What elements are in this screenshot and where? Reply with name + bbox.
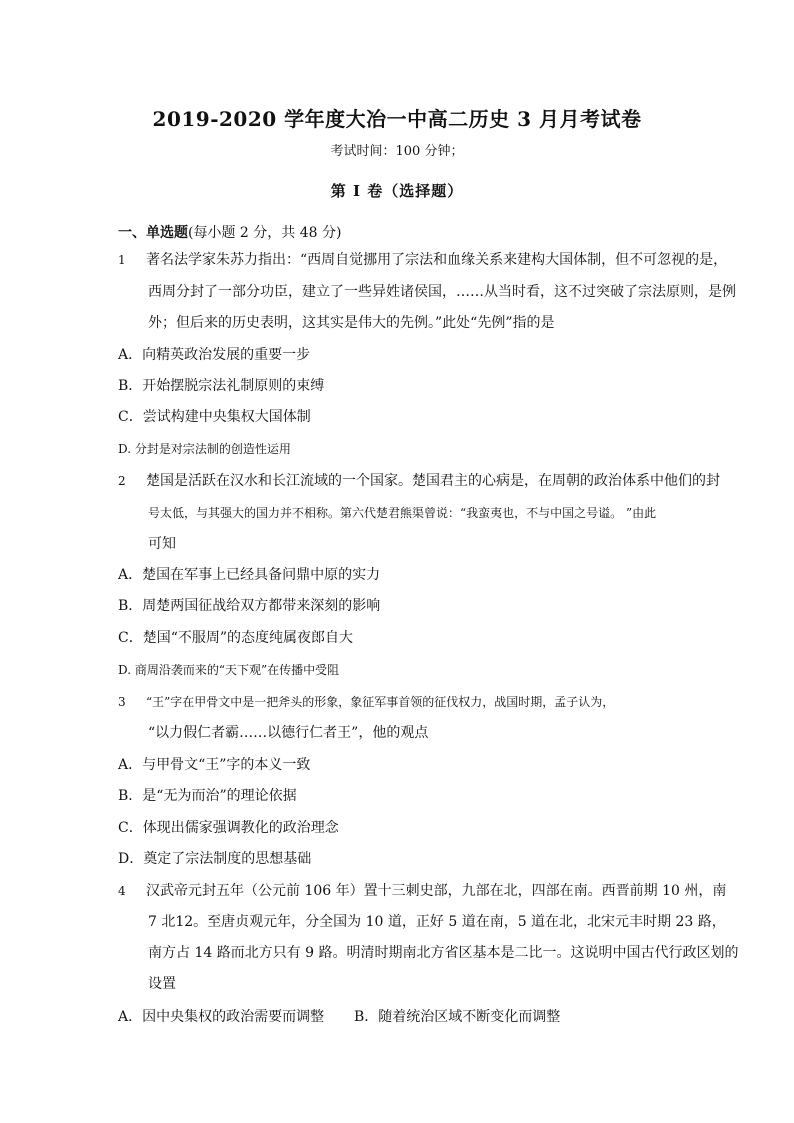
- question-4-line-1: [118, 881, 726, 901]
- question-4-line-2: 7 北12。至唐贞观元年，分全国为 10 道，正好 5 道在南，5 道在北，北宋元丰时期 23 路，: [148, 914, 726, 930]
- question-number: 1: [118, 253, 126, 267]
- question-2-option-c: C．楚国“不服周”的态度纯属夜郎自大: [118, 630, 354, 646]
- question-number: 2: [118, 474, 126, 488]
- volume-heading: 第 I 卷（选择题）: [330, 182, 464, 200]
- section-heading: [118, 222, 341, 242]
- question-1-option-a: A．向精英政治发展的重要一步: [118, 347, 311, 363]
- section-note: (每小题 2 分，共 48 分): [188, 225, 342, 241]
- question-2-line-1: [118, 471, 720, 491]
- question-number: 4: [118, 884, 126, 898]
- question-3-option-a: A．与甲骨文“王”字的本义一致: [118, 757, 311, 773]
- question-3-line-2: “以力假仁者霸……以德行仁者王”，他的观点: [148, 725, 429, 741]
- exam-time: 考试时间：100 分钟；: [330, 144, 464, 159]
- question-3-line-1: [118, 692, 614, 712]
- question-1-option-b: B．开始摆脱宗法礼制原则的束缚: [118, 378, 325, 394]
- question-1-option-c: C．尝试构建中央集权大国体制: [118, 409, 311, 425]
- question-1-line-1: [118, 250, 727, 270]
- question-4-option-a: A．因中央集权的政治需要而调整: [118, 1009, 325, 1025]
- question-2-line-2: 号太低，与其强大的国力并不相称。第六代楚君熊渠曾说：“我蛮夷也，不与中国之号谥。 ”由此: [148, 506, 657, 520]
- section-name: 一、单选题: [118, 225, 188, 241]
- question-4-option-b: B．随着统治区域不断变化而调整: [354, 1009, 561, 1025]
- question-text: 汉武帝元封五年（公元前 106 年）置十三刺史部，九部在北，四部在南。西晋前期 10 州，南: [146, 883, 727, 899]
- question-4-line-3: 南方占 14 路而北方只有 9 路。明清时期南北方省区基本是二比一。这说明中国古代行政区划的: [148, 945, 739, 961]
- question-2-line-3: 可知: [148, 536, 176, 552]
- question-1-option-d: D. 分封是对宗法制的创造性运用: [118, 442, 291, 456]
- question-2-option-b: B．周楚两国征战给双方都带来深刻的影响: [118, 598, 381, 614]
- question-1-line-3: 外；但后来的历史表明，这其实是伟大的先例。”此处“先例”指的是: [148, 315, 555, 331]
- question-1-line-2: 西周分封了一部分功臣，建立了一些异姓诸侯国，……从当时看，这不过突破了宗法原则，是例: [148, 284, 736, 300]
- question-4-line-4: 设置: [148, 976, 176, 992]
- question-3-option-d: D．奠定了宗法制度的思想基础: [118, 851, 312, 867]
- question-3-option-c: C．体现出儒家强调教化的政治理念: [118, 820, 339, 836]
- question-2-option-a: A．楚国在军事上已经具备问鼎中原的实力: [118, 567, 381, 583]
- question-text: 著名法学家朱苏力指出：“西周自觉挪用了宗法和血缘关系来建构大国体制，但不可忽视的是，: [146, 252, 728, 268]
- question-2-option-d: D. 商周沿袭而来的“天下观”在传播中受阻: [118, 663, 340, 677]
- exam-title: 2019-2020 学年度大冶一中高二历史 3 月月考试卷: [152, 107, 642, 131]
- question-number: 3: [118, 695, 126, 709]
- question-text: 楚国是活跃在汉水和长江流域的一个国家。楚国君主的心病是，在周朝的政治体系中他们的封: [146, 473, 720, 489]
- question-3-option-b: B．是“无为而治”的理论依据: [118, 788, 297, 804]
- question-text: “王”字在甲骨文中是一把斧头的形象，象征军事首领的征伐权力，战国时期，孟子认为，: [146, 695, 615, 709]
